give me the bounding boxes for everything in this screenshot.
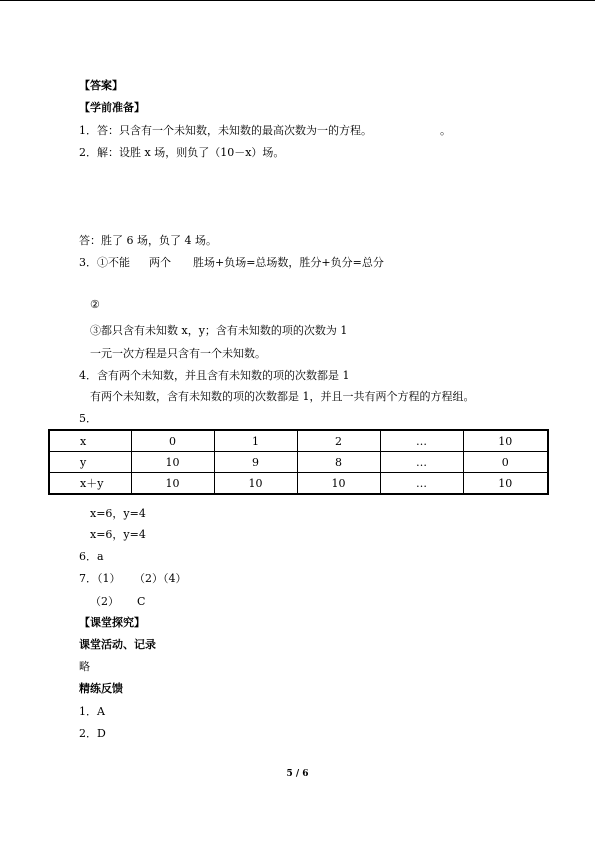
item-7-a: 7．（1） (79, 572, 121, 585)
table-cell: 9 (214, 452, 297, 473)
table-cell: 10 (131, 452, 214, 473)
page-number: 5 / 6 (286, 769, 309, 779)
table-cell: 1 (214, 430, 297, 452)
prep-item-3-a: 3．①不能 (79, 256, 130, 269)
prep-item-3-circle-3: ③都只含有未知数 x，y；含有未知数的项的次数为 1 (90, 324, 348, 337)
prep-item-3-circle-2: ② (90, 298, 100, 311)
table-cell: 2 (297, 430, 380, 452)
prep-item-3-b: 两个 (149, 256, 171, 269)
table-cell: 10 (297, 473, 380, 495)
prep-item-1-trailing-mark: 。 (440, 124, 451, 137)
table-cell: x (49, 430, 131, 452)
prep-item-1: 1．答：只含有一个未知数，未知数的最高次数为一的方程。 (79, 124, 372, 137)
table-cell: … (380, 473, 463, 495)
item-7-c: （2） (90, 595, 119, 608)
solution-2: x=6，y=4 (90, 528, 146, 541)
explore-omitted: 略 (79, 660, 90, 673)
solution-1: x=6，y=4 (90, 507, 146, 520)
table-row (49, 452, 548, 473)
explore-feedback: 精练反馈 (79, 682, 123, 695)
table-cell: … (380, 430, 463, 452)
feedback-item-2: 2．D (79, 727, 106, 740)
feedback-item-1: 1．A (79, 705, 105, 718)
prep-item-3-note: 一元一次方程是只含有一个未知数。 (90, 347, 266, 360)
explore-activity: 课堂活动、记录 (79, 638, 156, 651)
table-row (49, 473, 548, 495)
value-table (48, 429, 549, 495)
top-border-rule (0, 0, 595, 1)
item-6: 6．a (79, 550, 104, 563)
table-row (49, 430, 548, 452)
table-cell: y (49, 452, 131, 473)
prep-item-5: 5． (79, 412, 97, 425)
table-cell: 8 (297, 452, 380, 473)
table-cell: 10 (463, 430, 548, 452)
prep-item-4: 4．含有两个未知数，并且含有未知数的项的次数都是 1 (79, 369, 350, 382)
table-cell: x＋y (49, 473, 131, 495)
table-cell: 10 (214, 473, 297, 495)
item-7-b: （2）（4） (134, 572, 187, 585)
table-cell: 0 (131, 430, 214, 452)
prep-heading: 【学前准备】 (79, 101, 145, 114)
prep-item-3-c: 胜场+负场=总场数，胜分+负分=总分 (193, 256, 384, 269)
prep-item-2: 2．解：设胜 x 场，则负了（10－x）场。 (79, 146, 285, 159)
answer-heading: 【答案】 (79, 79, 123, 92)
table-cell: … (380, 452, 463, 473)
table-cell: 0 (463, 452, 548, 473)
table-cell: 10 (131, 473, 214, 495)
prep-conclusion: 答：胜了 6 场，负了 4 场。 (79, 234, 217, 247)
prep-item-4-note: 有两个未知数，含有未知数的项的次数都是 1，并且一共有两个方程的方程组。 (90, 390, 475, 403)
item-7-d: C (137, 595, 146, 608)
table-cell: 10 (463, 473, 548, 495)
explore-heading: 【课堂探究】 (79, 616, 145, 629)
